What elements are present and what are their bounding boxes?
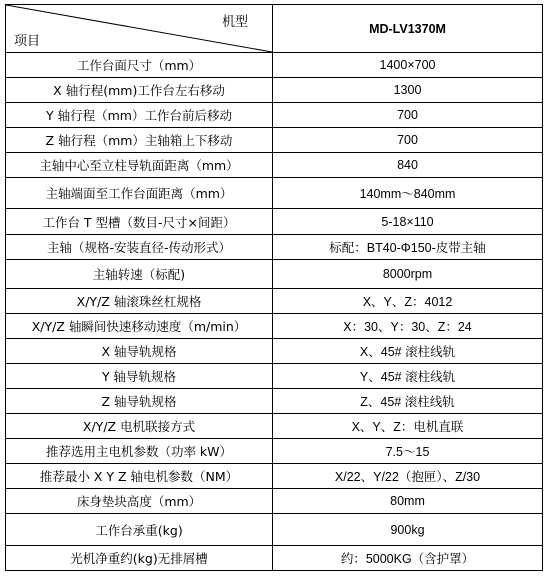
table-row [6,489,543,514]
row-label: 主轴中心至立柱导轨面距离（mm） [6,153,273,178]
table-row [6,514,543,546]
table-row [6,364,543,389]
table-row [6,78,543,103]
row-label: 推荐最小 X Y Z 轴电机参数（NM） [6,464,273,489]
row-label: 主轴（规格-安装直径-传动形式） [6,235,273,260]
row-label: 主轴端面至工作台面距离（mm） [6,178,273,209]
table-row [6,235,543,260]
spec-sheet [5,4,542,571]
row-label: 工作台承重(kg) [6,514,273,546]
model-name: MD-LV1370M [273,5,543,53]
row-label: 床身垫块高度（mm） [6,489,273,514]
row-label: X/Y/Z 轴滚珠丝杠规格 [6,289,273,314]
table-row [6,339,543,364]
row-value: 140mm～840mm [273,178,543,209]
row-value: X、Y、Z：电机直联 [273,414,543,439]
row-value: 700 [273,103,543,128]
row-value: 1400×700 [273,53,543,78]
row-label: 推荐选用主电机参数（功率 kW） [6,439,273,464]
table-row [6,439,543,464]
row-value: 1300 [273,78,543,103]
table-row [6,53,543,78]
table-row [6,389,543,414]
row-value: 标配：BT40-Φ150-皮带主轴 [273,235,543,260]
row-label: Z 轴行程（mm）主轴箱上下移动 [6,128,273,153]
row-label: Y 轴行程（mm）工作台前后移动 [6,103,273,128]
spec-table [5,4,543,571]
row-label: X 轴导轨规格 [6,339,273,364]
row-value: X、Y、Z：4012 [273,289,543,314]
row-label: Z 轴导轨规格 [6,389,273,414]
row-label: X/Y/Z 轴瞬间快速移动速度（m/min） [6,314,273,339]
row-label: 主轴转速（标配) [6,260,273,289]
row-value: 约：5000KG（含护罩） [273,546,543,571]
table-row [6,289,543,314]
row-label: X/Y/Z 电机联接方式 [6,414,273,439]
row-value: 5-18×110 [273,209,543,235]
row-value: 700 [273,128,543,153]
table-row [6,209,543,235]
corner-label-item: 项目 [14,34,41,49]
row-value: Y、45# 滚柱线轨 [273,364,543,389]
table-row [6,414,543,439]
corner-cell [6,5,273,53]
row-value: 840 [273,153,543,178]
table-row [6,153,543,178]
row-value: 8000rpm [273,260,543,289]
table-row [6,546,543,571]
corner-label-model: 机型 [221,15,248,30]
table-row [6,103,543,128]
row-value: X/22、Y/22（抱匣）、Z/30 [273,464,543,489]
header-row [6,5,543,53]
table-row [6,128,543,153]
row-value: 7.5～15 [273,439,543,464]
row-label: 工作台面尺寸（mm） [6,53,273,78]
row-value: X：30、Y：30、Z：24 [273,314,543,339]
row-value: 80mm [273,489,543,514]
row-label: Y 轴导轨规格 [6,364,273,389]
row-value: Z、45# 滚柱线轨 [273,389,543,414]
table-row [6,260,543,289]
table-row [6,314,543,339]
row-label: 光机净重约(kg)无排屑槽 [6,546,273,571]
row-value: X、45# 滚柱线轨 [273,339,543,364]
table-row [6,178,543,209]
row-value: 900kg [273,514,543,546]
table-row [6,464,543,489]
row-label: X 轴行程(mm)工作台左右移动 [6,78,273,103]
row-label: 工作台 T 型槽（数目-尺寸×间距） [6,209,273,235]
